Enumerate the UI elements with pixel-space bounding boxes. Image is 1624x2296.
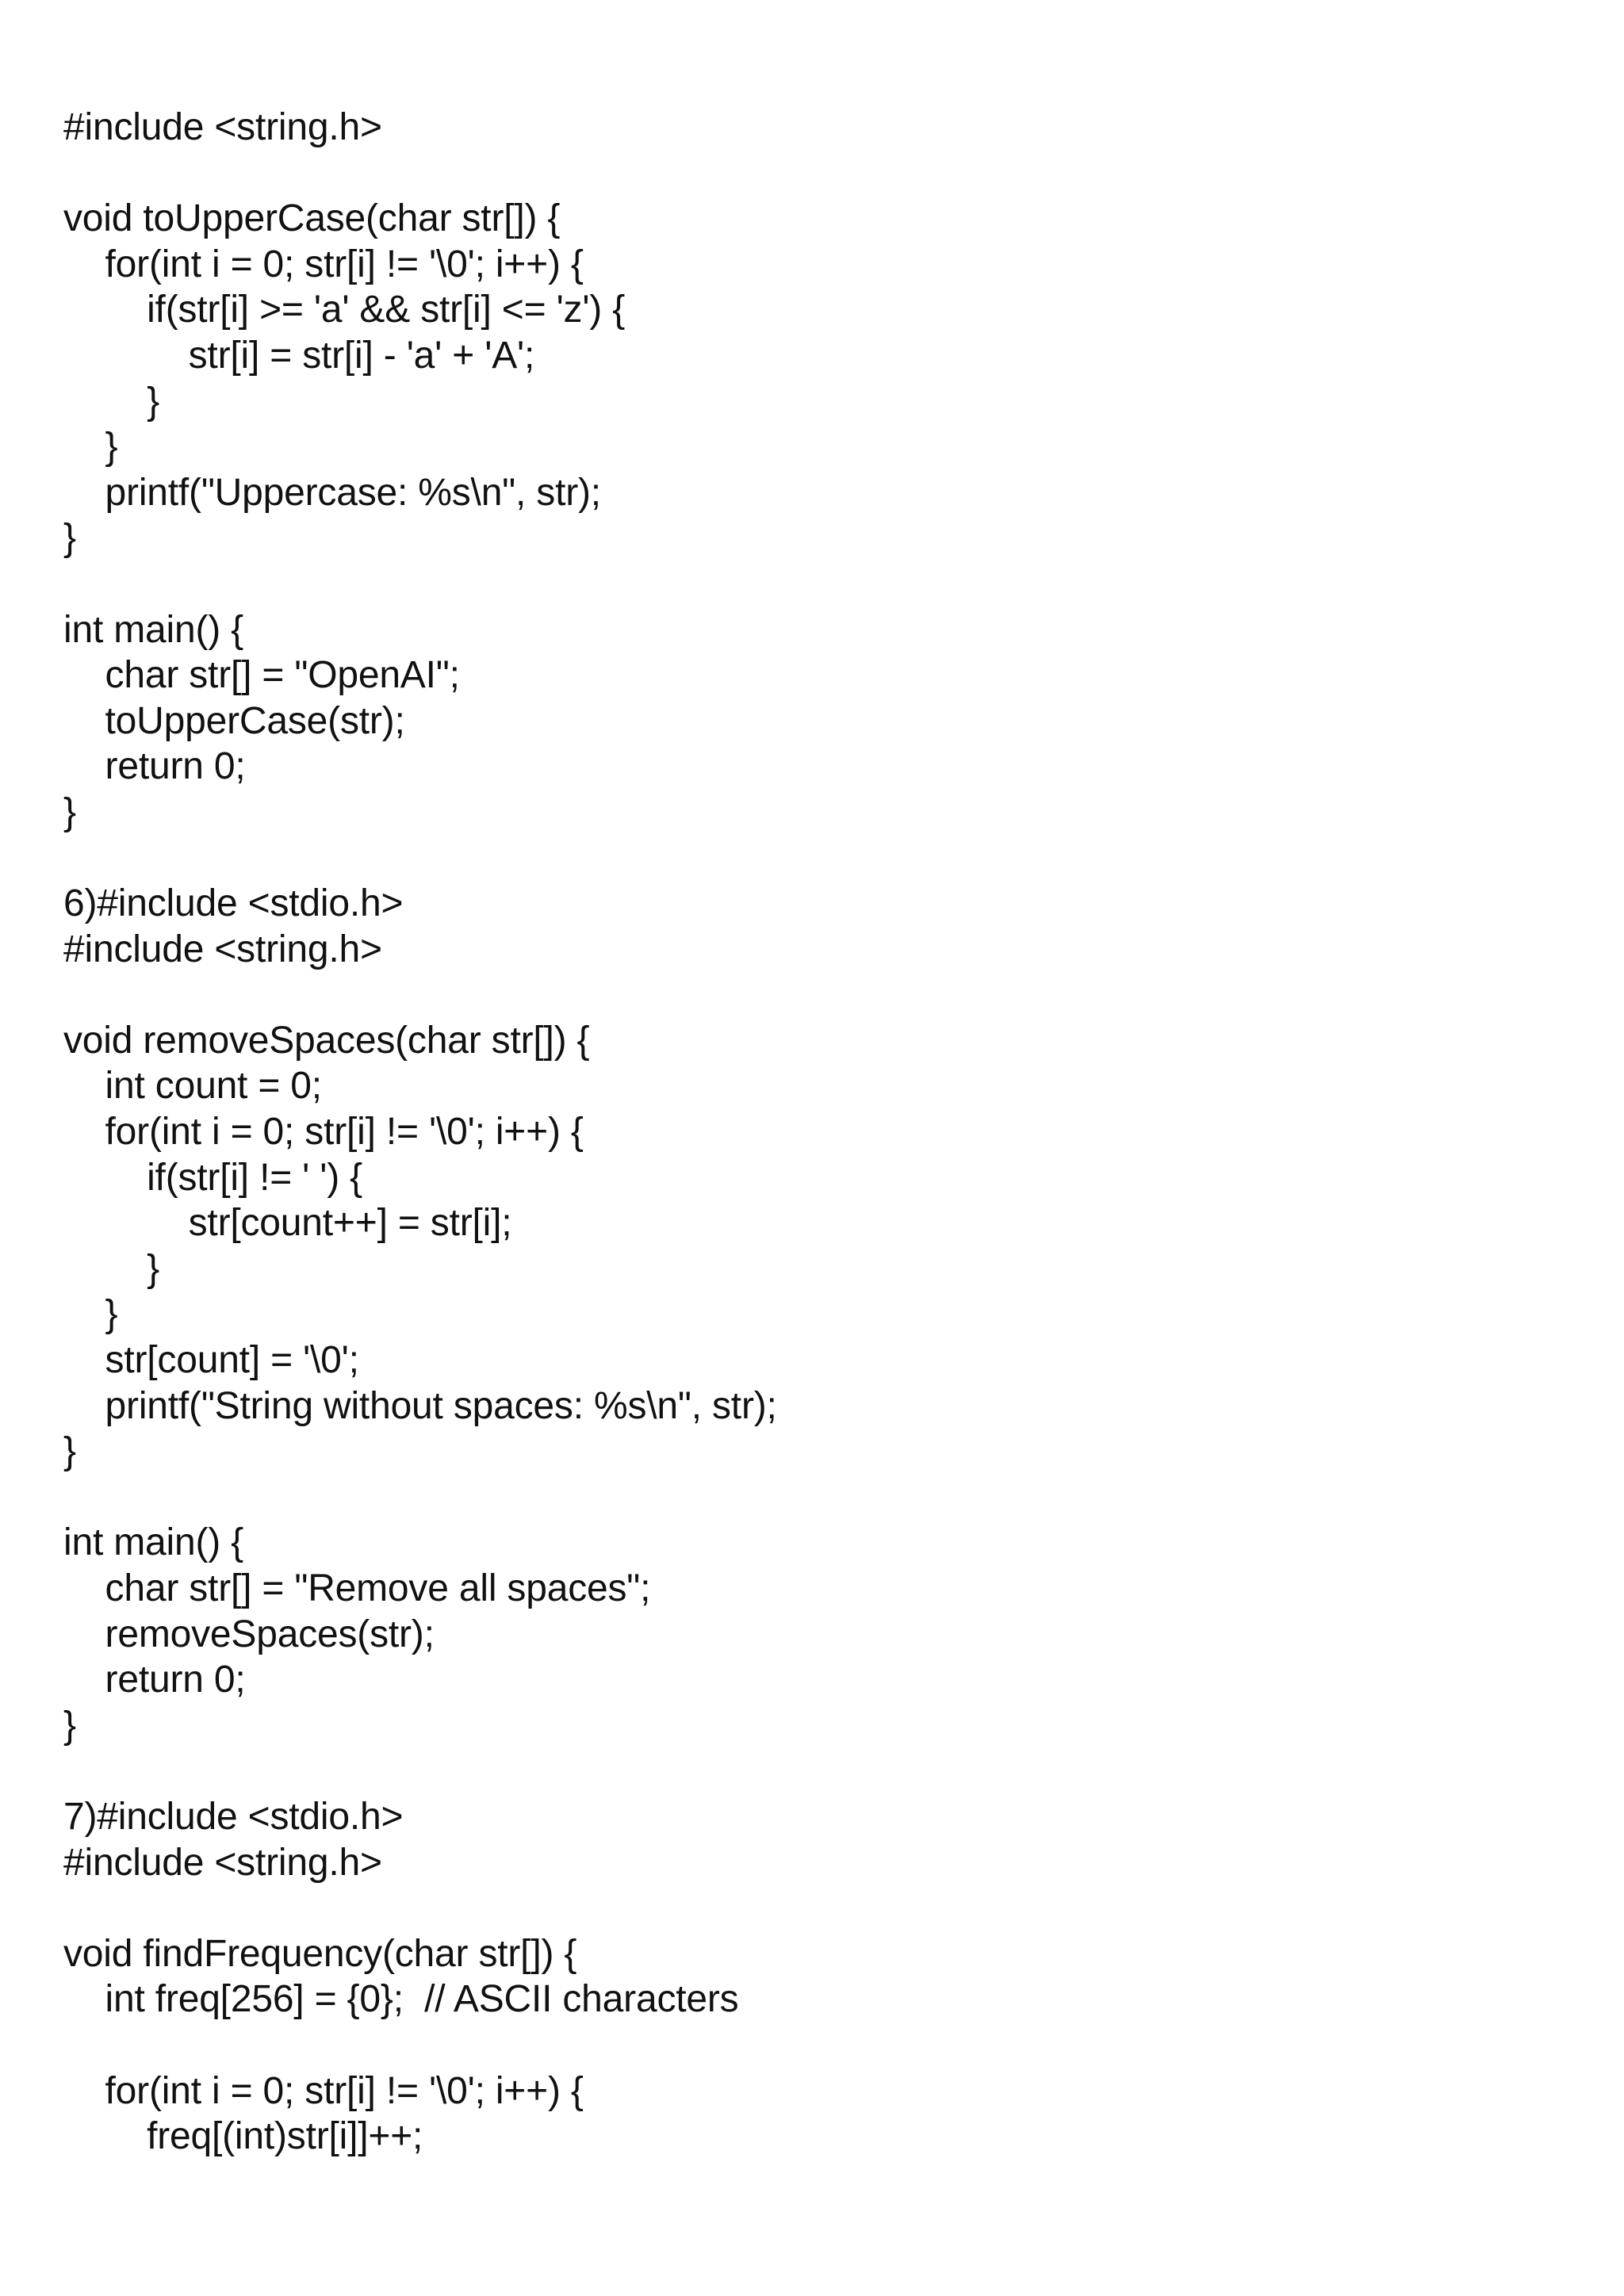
code-line: } <box>63 426 118 469</box>
code-line: for(int i = 0; str[i] != '\0'; i++) { <box>63 243 584 285</box>
code-line: } <box>63 517 76 560</box>
code-line: } <box>63 790 76 833</box>
code-line: for(int i = 0; str[i] != '\0'; i++) { <box>63 1111 584 1154</box>
code-line: printf("String without spaces: %s\n", str); <box>63 1384 777 1427</box>
code-line: printf("Uppercase: %s\n", str); <box>63 471 601 514</box>
blank-line <box>63 1885 1602 1931</box>
code-line: if(str[i] >= 'a' && str[i] <= 'z') { <box>63 289 626 331</box>
code-line: } <box>63 380 159 423</box>
code-line: freq[(int)str[i]]++; <box>63 2115 423 2158</box>
blank-line <box>63 836 1602 882</box>
code-line: } <box>63 1704 76 1747</box>
code-line: char str[] = "Remove all spaces"; <box>63 1567 651 1609</box>
code-line: str[i] = str[i] - 'a' + 'A'; <box>63 334 535 377</box>
code-line: str[count++] = str[i]; <box>63 1202 512 1245</box>
code-line: int freq[256] = {0}; // ASCII characters <box>63 1978 739 2021</box>
code-line: str[count] = '\0'; <box>63 1339 359 1382</box>
code-line: void removeSpaces(char str[]) { <box>63 1019 590 1062</box>
code-line: 6)#include <stdio.h> <box>63 882 404 925</box>
code-line: #include <string.h> <box>63 106 382 148</box>
code-line: } <box>63 1293 118 1336</box>
code-line: #include <string.h> <box>63 928 382 970</box>
code-line: } <box>63 1247 159 1290</box>
code-line: if(str[i] != ' ') { <box>63 1156 362 1199</box>
blank-line <box>63 561 1602 607</box>
code-line: char str[] = "OpenAI"; <box>63 654 460 697</box>
code-document <box>63 105 1602 2160</box>
blank-line <box>63 972 1602 1018</box>
code-line: toUpperCase(str); <box>63 699 405 742</box>
code-line: 7)#include <stdio.h> <box>63 1795 404 1838</box>
blank-line <box>63 1475 1602 1521</box>
code-line: return 0; <box>63 745 246 788</box>
code-line: return 0; <box>63 1659 246 1701</box>
code-line: int main() { <box>63 1521 244 1564</box>
code-line: int count = 0; <box>63 1065 322 1108</box>
blank-line <box>63 151 1602 197</box>
code-line: #include <string.h> <box>63 1841 382 1884</box>
code-line: for(int i = 0; str[i] != '\0'; i++) { <box>63 2069 584 2112</box>
code-line: void findFrequency(char str[]) { <box>63 1932 577 1975</box>
blank-line <box>63 1748 1602 1794</box>
code-line: } <box>63 1430 76 1473</box>
code-line: removeSpaces(str); <box>63 1613 435 1655</box>
blank-line <box>63 2022 1602 2068</box>
code-line: int main() { <box>63 608 244 651</box>
code-line: void toUpperCase(char str[]) { <box>63 197 561 240</box>
